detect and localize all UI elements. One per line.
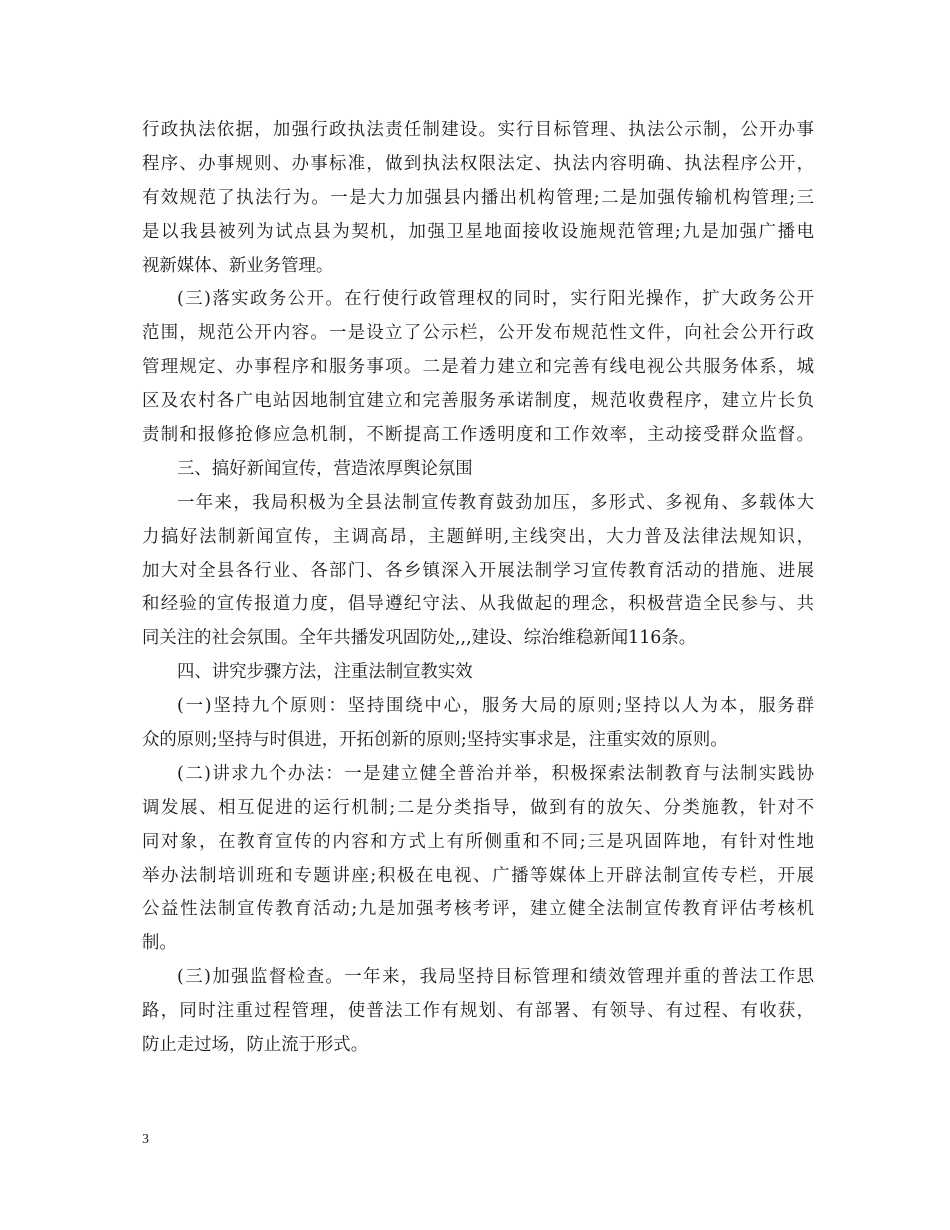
text-line: 有效规范了执法行为。一是大力加强县内播出机构管理;二是加强传输机构管理;三: [142, 187, 814, 208]
text-line: 加大对全县各行业、各部门、各乡镇深入开展法制学习宣传教育活动的措施、进展: [142, 560, 814, 581]
text-line: 路，同时注重过程管理，使普法工作有规划、有部署、有领导、有过程、有收获，: [142, 1001, 814, 1022]
text-line: (一)坚持九个原则：坚持围绕中心，服务大局的原则;坚持以人为本，服务群: [177, 696, 814, 717]
text-line: 四、讲究步骤方法，注重法制宣教实效: [177, 662, 473, 683]
text-line: 同关注的社会氛围。全年共播发巩固防处,,,建设、综治维稳新闻116条。: [142, 628, 697, 649]
text-line: 力搞好法制新闻宣传，主调高昂，主题鲜明,主线突出，大力普及法律法规知识，: [142, 526, 814, 547]
text-line: 举办法制培训班和专题讲座;积极在电视、广播等媒体上开辟法制宣传专栏，开展: [142, 865, 814, 886]
text-line: 责制和报修抢修应急机制，不断提高工作透明度和工作效率，主动接受群众监督。: [142, 425, 814, 446]
text-line: 视新媒体、新业务管理。: [142, 255, 334, 276]
text-line: 防止走过场，防止流于形式。: [142, 1035, 369, 1056]
text-line: (二)讲求九个办法：一是建立健全普治并举，积极探索法制教育与法制实践协: [177, 763, 814, 784]
body-text: [142, 114, 814, 1063]
text-line: 公益性法制宣传教育活动;九是加强考核考评，建立健全法制宣传教育评估考核机: [142, 899, 814, 920]
text-line: 众的原则;坚持与时俱进，开拓创新的原则;坚持实事求是，注重实效的原则。: [142, 730, 728, 751]
text-line: 同对象，在教育宣传的内容和方式上有所侧重和不同;三是巩固阵地，有针对性地: [142, 831, 814, 852]
text-line: (三)落实政务公开。在行使行政管理权的同时，实行阳光操作，扩大政务公开: [177, 289, 814, 310]
text-line: 调发展、相互促进的运行机制;二是分类指导，做到有的放矢、分类施教，针对不: [142, 797, 814, 818]
text-line: 管理规定、办事程序和服务事项。二是着力建立和完善有线电视公共服务体系，城: [142, 357, 814, 378]
page-number: 3: [142, 1132, 149, 1147]
text-line: 制。: [142, 933, 177, 954]
text-line: 行政执法依据，加强行政执法责任制建设。实行目标管理、执法公示制，公开办事: [142, 120, 814, 140]
text-line: 范围，规范公开内容。一是设立了公示栏，公开发布规范性文件，向社会公开行政: [142, 323, 814, 344]
text-line: 一年来，我局积极为全县法制宣传教育鼓劲加压，多形式、多视角、多载体大: [177, 492, 814, 513]
text-line: 和经验的宣传报道力度，倡导遵纪守法、从我做起的理念，积极营造全民参与、共: [142, 594, 814, 615]
text-line: 是以我县被列为试点县为契机，加强卫星地面接收设施规范管理;九是加强广播电: [142, 221, 814, 242]
text-line: (三)加强监督检查。一年来，我局坚持目标管理和绩效管理并重的普法工作思: [177, 967, 814, 988]
text-line: 区及农村各广电站因地制宜建立和完善服务承诺制度，规范收费程序，建立片长负: [142, 391, 814, 412]
text-line: 程序、办事规则、办事标准，做到执法权限法定、执法内容明确、执法程序公开，: [142, 153, 814, 174]
text-line: 三、搞好新闻宣传，营造浓厚舆论氛围: [177, 458, 473, 479]
